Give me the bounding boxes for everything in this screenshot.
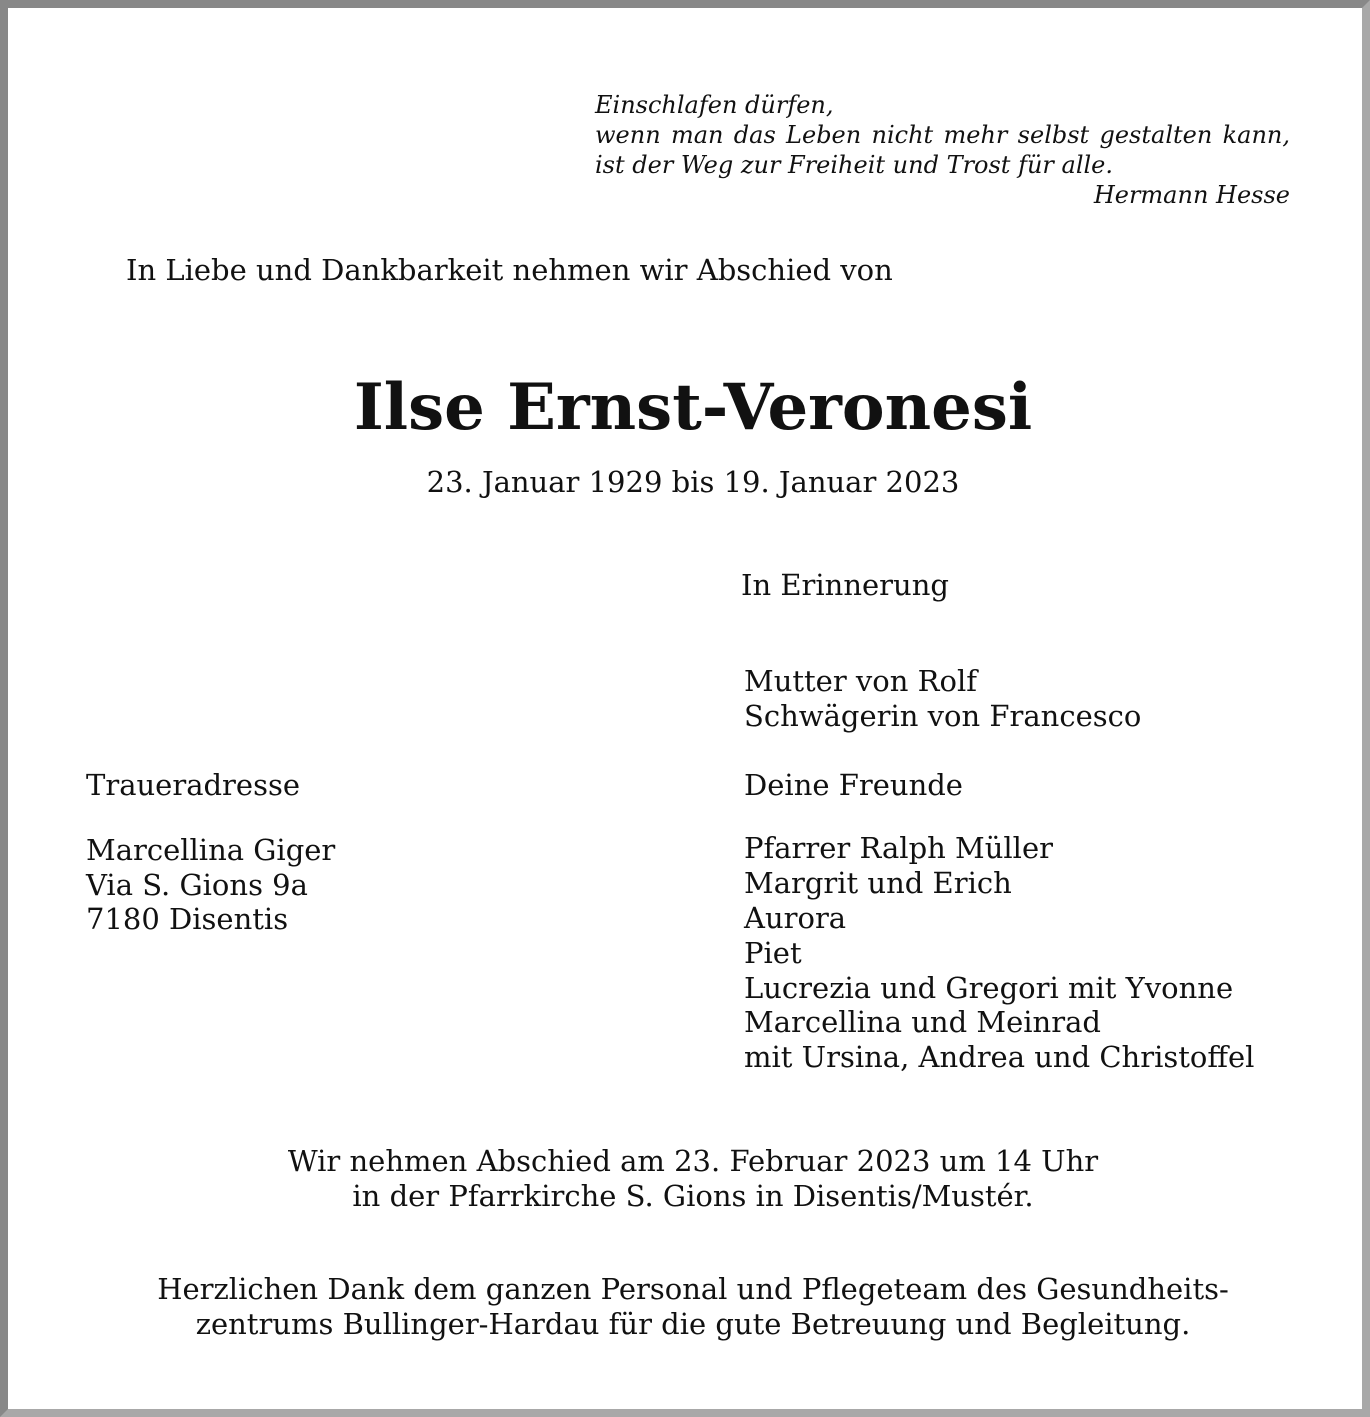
memory-heading: In Erinnerung (741, 568, 949, 602)
quote-author: Hermann Hesse (1093, 181, 1290, 209)
address-heading: Traueradresse (86, 768, 301, 802)
friend-item: Marcellina und Meinrad (744, 1005, 1101, 1040)
friend-item: Piet (744, 935, 802, 970)
quote-line: Einschlafen dürfen, (595, 91, 834, 119)
epigraph-quote (595, 90, 1290, 210)
friend-item: Aurora (744, 900, 847, 935)
funeral-line: Wir nehmen Abschied am 23. Februar 2023 um 14 Uhr (287, 1144, 1099, 1178)
address-line: Marcellina Giger (86, 832, 336, 867)
address-line: Via S. Gions 9a (86, 867, 308, 902)
funeral-line: in der Pfarrkirche S. Gions in Disentis/Mustér. (352, 1179, 1034, 1213)
friends-heading: Deine Freunde (744, 767, 963, 802)
relation-item: Mutter von Rolf (744, 664, 977, 698)
intro-text: In Liebe und Dankbarkeit nehmen wir Abschied von (126, 253, 893, 287)
mourners-list (744, 664, 1254, 1075)
mourning-address (86, 768, 335, 937)
life-dates: 23. Januar 1929 bis 19. Januar 2023 (426, 465, 960, 499)
address-line: 7180 Disentis (86, 902, 289, 937)
relation-item: Schwägerin von Francesco (744, 698, 1142, 733)
friend-item: Lucrezia und Gregori mit Yvonne (744, 970, 1234, 1005)
quote-line: wenn man das Leben nicht mehr selbst gestalten kann, (595, 121, 1290, 149)
friend-item: Pfarrer Ralph Müller (744, 831, 1053, 866)
deceased-name: Ilse Ernst-Veronesi (353, 370, 1033, 445)
quote-line: ist der Weg zur Freiheit und Trost für alle. (595, 151, 1114, 179)
thanks-note (8, 1272, 1370, 1342)
funeral-details (8, 1144, 1370, 1214)
thanks-line: zentrums Bullinger-Hardau für die gute Betreuung und Begleitung. (195, 1307, 1191, 1341)
friend-item: Margrit und Erich (744, 866, 1012, 901)
thanks-line: Herzlichen Dank dem ganzen Personal und Pflegeteam des Gesundheits- (157, 1272, 1229, 1306)
friend-item: mit Ursina, Andrea und Christoffel (744, 1040, 1255, 1075)
